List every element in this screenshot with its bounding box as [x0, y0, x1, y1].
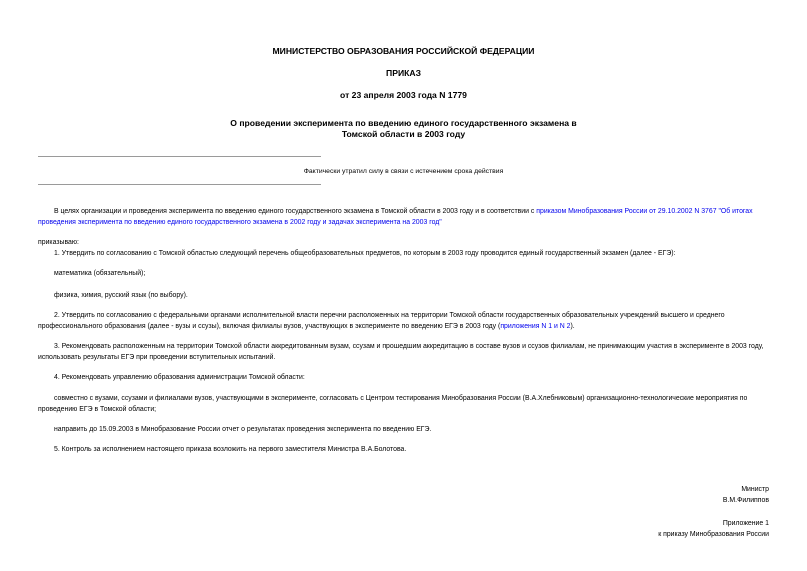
paragraph-1-item-a: математика (обязательный);: [54, 270, 146, 277]
ministry-heading: МИНИСТЕРСТВО ОБРАЗОВАНИЯ РОССИЙСКОЙ ФЕДЕРАЦИИ: [272, 46, 535, 56]
paragraph-2-text: 2. Утвердить по согласованию с федеральными органами исполнительной власти перечни расположенных на территории Томской области государственных образовательных учреждений высшего и среднего профессионального образования (далее - вузы и ссузы), включая филиалы вузов, участвующих в эксперименте по введению ЕГЭ в 2003 году (: [38, 312, 725, 330]
date-line: от 23 апреля 2003 года N 1779: [340, 90, 467, 100]
divider-top: [38, 156, 321, 157]
title-line-2: Томской области в 2003 году: [341, 129, 466, 139]
intro-text: В целях организации и проведения эксперимента по введению единого государственного экзамена в Томской области в 2003 году и в соответствии с: [54, 208, 537, 215]
paragraph-2: [38, 310, 769, 332]
appendix-ref: к приказу Минобразования России: [658, 531, 769, 538]
intro-paragraph: [38, 206, 769, 228]
paragraph-1: 1. Утвердить по согласованию с Томской областью следующий перечень общеобразовательных предметов, по которым в 2003 году проводится единый государственный экзамен (далее - ЕГЭ):: [54, 250, 676, 257]
paragraph-4-item-b: направить до 15.09.2003 в Минобразование России отчет о результатах проведения эксперимента по введению ЕГЭ.: [54, 426, 432, 433]
appendix-link[interactable]: приложения N 1 и N 2: [500, 323, 571, 330]
status-note: Фактически утратил силу в связи с истечением срока действия: [303, 168, 504, 175]
paragraph-4: 4. Рекомендовать управлению образования администрации Томской области:: [54, 374, 305, 381]
title-line-1: О проведении эксперимента по введению единого государственного экзамена в: [230, 118, 577, 128]
divider-bottom: [38, 184, 321, 185]
paragraph-3: [38, 341, 769, 363]
paragraph-4-item-a: [38, 393, 769, 415]
paragraph-4-item-a-text: совместно с вузами, ссузами и филиалами вузов, участвующими в эксперименте, согласовать с Центром тестирования Минобразования России (В.А.Хлебниковым) организационно-технологические мероприятия по проведению ЕГЭ в Томской области;: [38, 395, 748, 413]
appendix-label: Приложение 1: [722, 520, 769, 527]
paragraph-5: 5. Контроль за исполнением настоящего приказа возложить на первого заместителя Министра В.А.Болотова.: [54, 446, 407, 453]
order-reference-link[interactable]: приказом Минобразования России от 29.10.2002 N 3767 "Об итогах проведения эксперимента по введению единого государственного экзамена в 2002 году и задачах эксперимента на 2003 год": [38, 208, 753, 226]
signature-name: В.М.Филиппов: [722, 497, 769, 504]
order-word: приказываю:: [38, 239, 79, 246]
paragraph-3-text: 3. Рекомендовать расположенным на территории Томской области аккредитованным вузам, ссузам и прошедшим аккредитацию в составе вузов и ссузов филиалам, не принимающим участия в эксперименте в 2003 году, использовать результаты ЕГЭ при проведении вступительных испытаний.: [38, 343, 764, 361]
signature-position: Министр: [741, 486, 769, 493]
paragraph-2-end: ).: [570, 323, 575, 330]
paragraph-1-item-b: физика, химия, русский язык (по выбору).: [54, 292, 188, 299]
doc-type-heading: ПРИКАЗ: [386, 68, 421, 78]
